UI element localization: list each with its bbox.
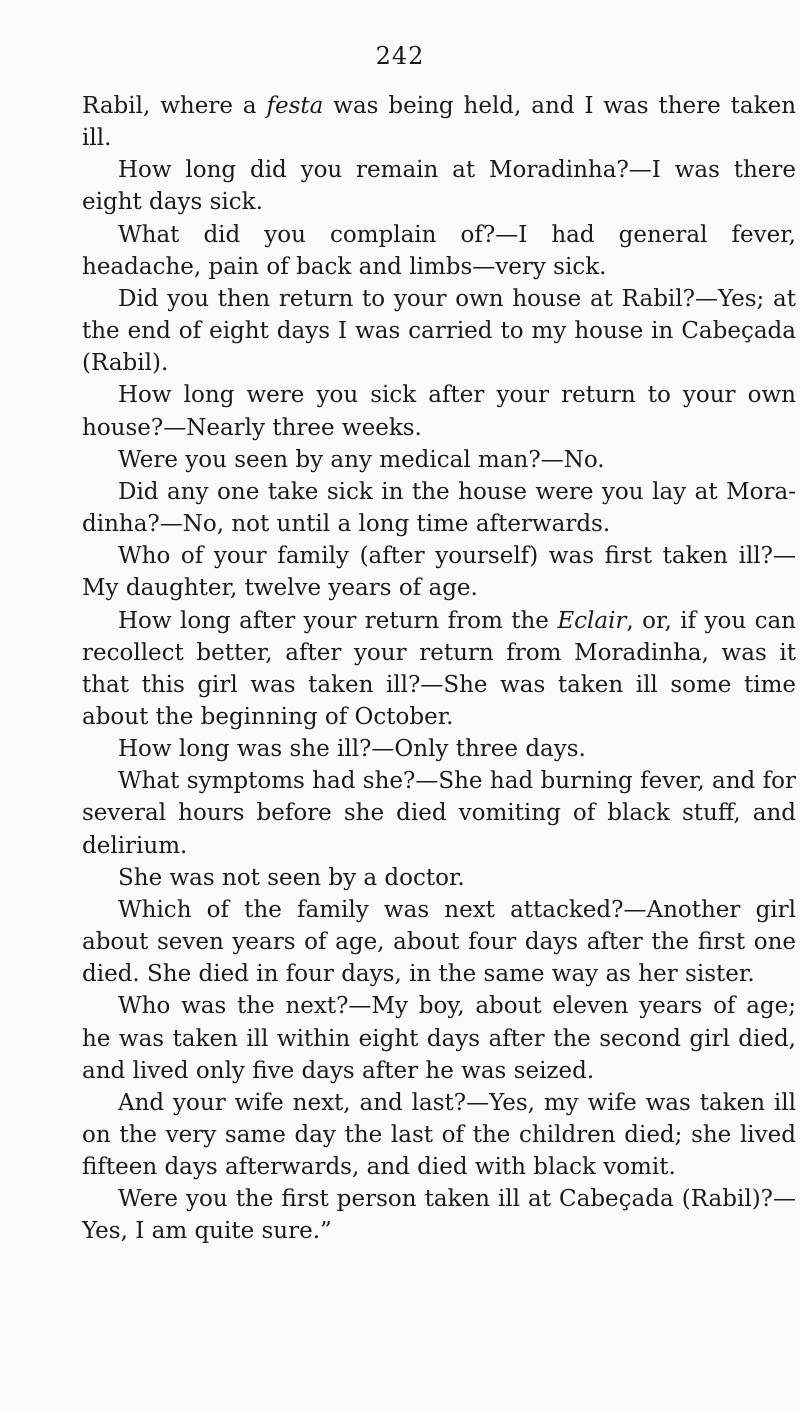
paragraph: Who was the next?—My boy, about eleven years of age; he was taken ill within eight days after the second girl died, and lived only five days after he was seized. bbox=[82, 993, 796, 1084]
paragraph-text: was being held, and I was there taken ill. bbox=[82, 93, 797, 152]
paragraph-text: , or, if you can recollect better, after your return from Moradinha, was it that this girl was taken ill?—She was taken ill some time about the beginning of October. bbox=[82, 607, 796, 730]
page-number: 242 bbox=[375, 42, 425, 70]
paragraph: Did any one take sick in the house were you lay at Moradinha?—No, not until a long time afterwards. bbox=[82, 478, 796, 538]
paragraph-text: Rabil, where a bbox=[82, 93, 267, 119]
paragraph: Who of your family (after yourself) was first taken ill?—My daughter, twelve years of age. bbox=[82, 543, 796, 602]
paragraph: She was not seen by a doctor. bbox=[118, 864, 465, 891]
paragraph: And your wife next, and last?—Yes, my wife was taken ill on the very same day the last of the children died; she lived fifteen days afterwards, and died with black vomit. bbox=[82, 1089, 796, 1181]
paragraph: Which of the family was next attacked?—Another girl about seven years of age, about four days after the first one died. She died in four days, in the same way as her sister. bbox=[82, 896, 796, 988]
paragraph: What did you complain of?—I had general fever, headache, pain of back and limbs—very sick. bbox=[82, 221, 796, 280]
page-text bbox=[82, 90, 796, 1248]
italic-term: Eclair bbox=[557, 607, 627, 634]
paragraph: How long did you remain at Moradinha?—I was there eight days sick. bbox=[82, 157, 796, 216]
paragraph: How long were you sick after your return to your own house?—Nearly three weeks. bbox=[82, 382, 796, 441]
paragraph bbox=[82, 90, 796, 154]
paragraph: What symptoms had she?—She had burning fever, and for several hours before she died vomiting of black stuff, and delirium. bbox=[82, 768, 796, 859]
paragraph-text: How long after your return from the bbox=[118, 607, 558, 634]
paragraph: Did you then return to your own house at Rabil?—Yes; at the end of eight days I was carried to my house in Cabeçada (Rabil). bbox=[82, 285, 796, 377]
paragraph: Were you the first person taken ill at Cabeçada (Rabil)?—Yes, I am quite sure.” bbox=[82, 1186, 796, 1245]
paragraph bbox=[82, 605, 796, 734]
italic-term: festa bbox=[266, 93, 324, 119]
paragraph: Were you seen by any medical man?—No. bbox=[118, 446, 605, 473]
paragraph: How long was she ill?—Only three days. bbox=[118, 736, 586, 763]
